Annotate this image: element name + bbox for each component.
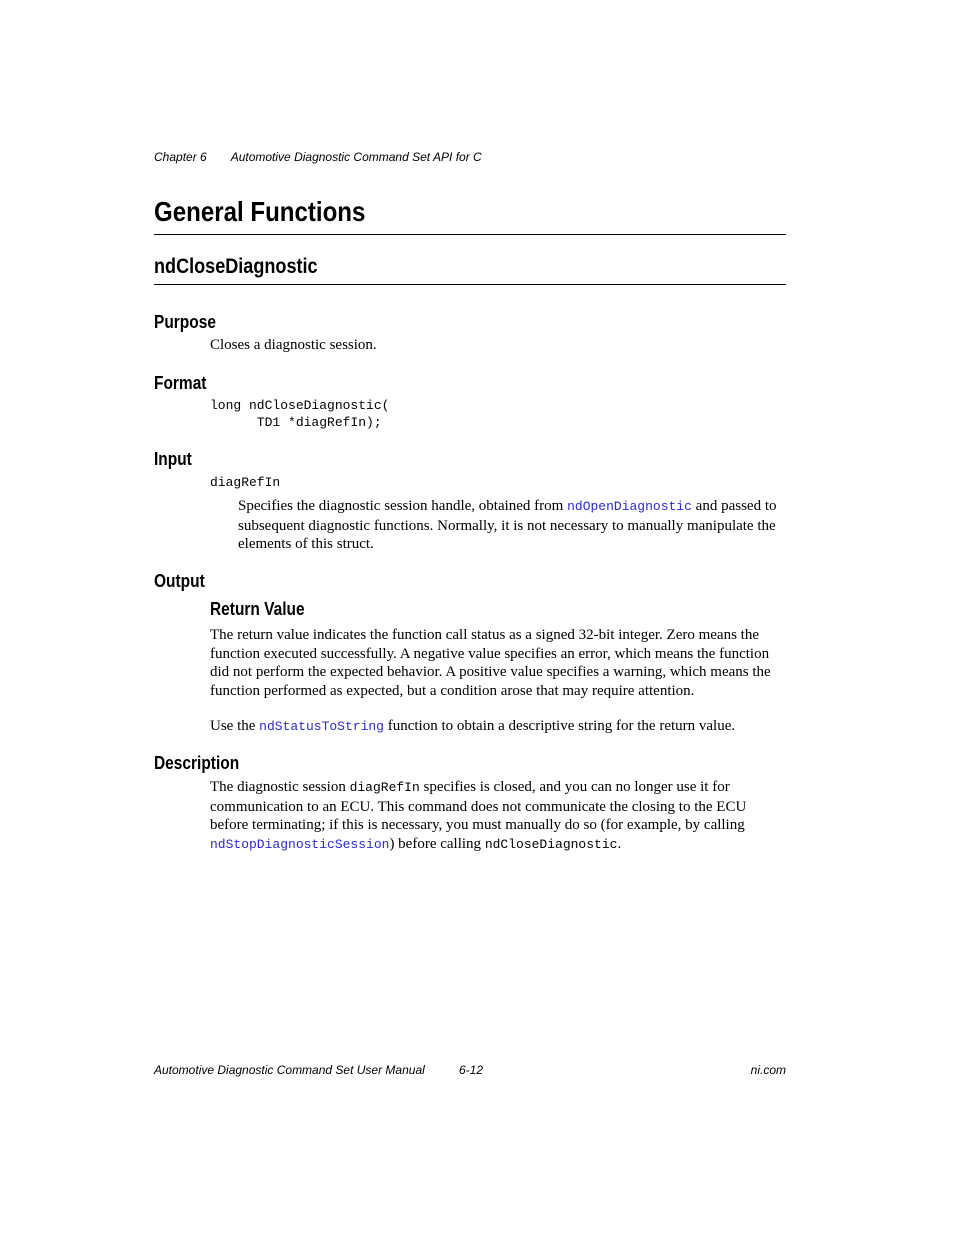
format-heading: Format xyxy=(154,373,207,393)
input-heading: Input xyxy=(154,449,192,469)
format-code-line-2: TD1 *diagRefIn); xyxy=(210,415,382,430)
purpose-heading: Purpose xyxy=(154,312,216,332)
function-rule xyxy=(154,284,786,285)
purpose-text: Closes a diagnostic session. xyxy=(210,337,377,353)
input-param-description: Specifies the diagnostic session handle, obtained from ndOpenDiagnostic and passed to subsequent diagnostic functions. Normally, it is not necessary to manually manipulate the elements of this struct. xyxy=(238,498,777,553)
chapter-label: Chapter 6 xyxy=(154,150,207,164)
format-code-line-1: long ndCloseDiagnostic( xyxy=(210,398,390,413)
chapter-title: Automotive Diagnostic Command Set API for C xyxy=(230,150,482,164)
ndstopdiagnosticsession-link[interactable]: ndStopDiagnosticSession xyxy=(210,836,390,852)
ndopendiagnostic-link[interactable]: ndOpenDiagnostic xyxy=(567,499,692,514)
diagrefin-code: diagRefIn xyxy=(349,780,420,795)
footer-manual-title: Automotive Diagnostic Command Set User Manual xyxy=(154,1063,425,1077)
input-param-name: diagRefIn xyxy=(210,475,281,490)
ndstatustostring-link[interactable]: ndStatusToString xyxy=(259,719,384,734)
output-heading: Output xyxy=(154,571,205,591)
return-value-usage: Use the ndStatusToString function to obtain a descriptive string for the return value. xyxy=(210,718,736,734)
description-paragraph: The diagnostic session diagRefIn specifies is closed, and you can no longer use it for communication to an ECU. This command does not communicate the closing to the ECU before terminating; if this is necessary, you must manually do so (for example, by calling ndStopDiagnosticSession) before calling ndCloseDiagnostic. xyxy=(210,779,747,852)
description-heading: Description xyxy=(154,753,240,773)
section-title: General Functions xyxy=(154,196,366,227)
footer-page-number: 6-12 xyxy=(459,1063,484,1077)
ndclosediagnostic-code: ndCloseDiagnostic xyxy=(484,836,618,852)
running-header xyxy=(154,150,482,164)
return-value-heading: Return Value xyxy=(210,599,305,619)
function-name-heading: ndCloseDiagnostic xyxy=(154,255,318,278)
section-rule xyxy=(154,234,786,235)
footer-site[interactable]: ni.com xyxy=(750,1063,786,1077)
return-value-paragraph: The return value indicates the function call status as a signed 32-bit integer. Zero means the function executed successfully. A negative value specifies an error, which means the function did not perform the expected behavior. A positive value specifies a warning, which means the function performed as expected, but a condition arose that may require attention. xyxy=(210,627,771,699)
